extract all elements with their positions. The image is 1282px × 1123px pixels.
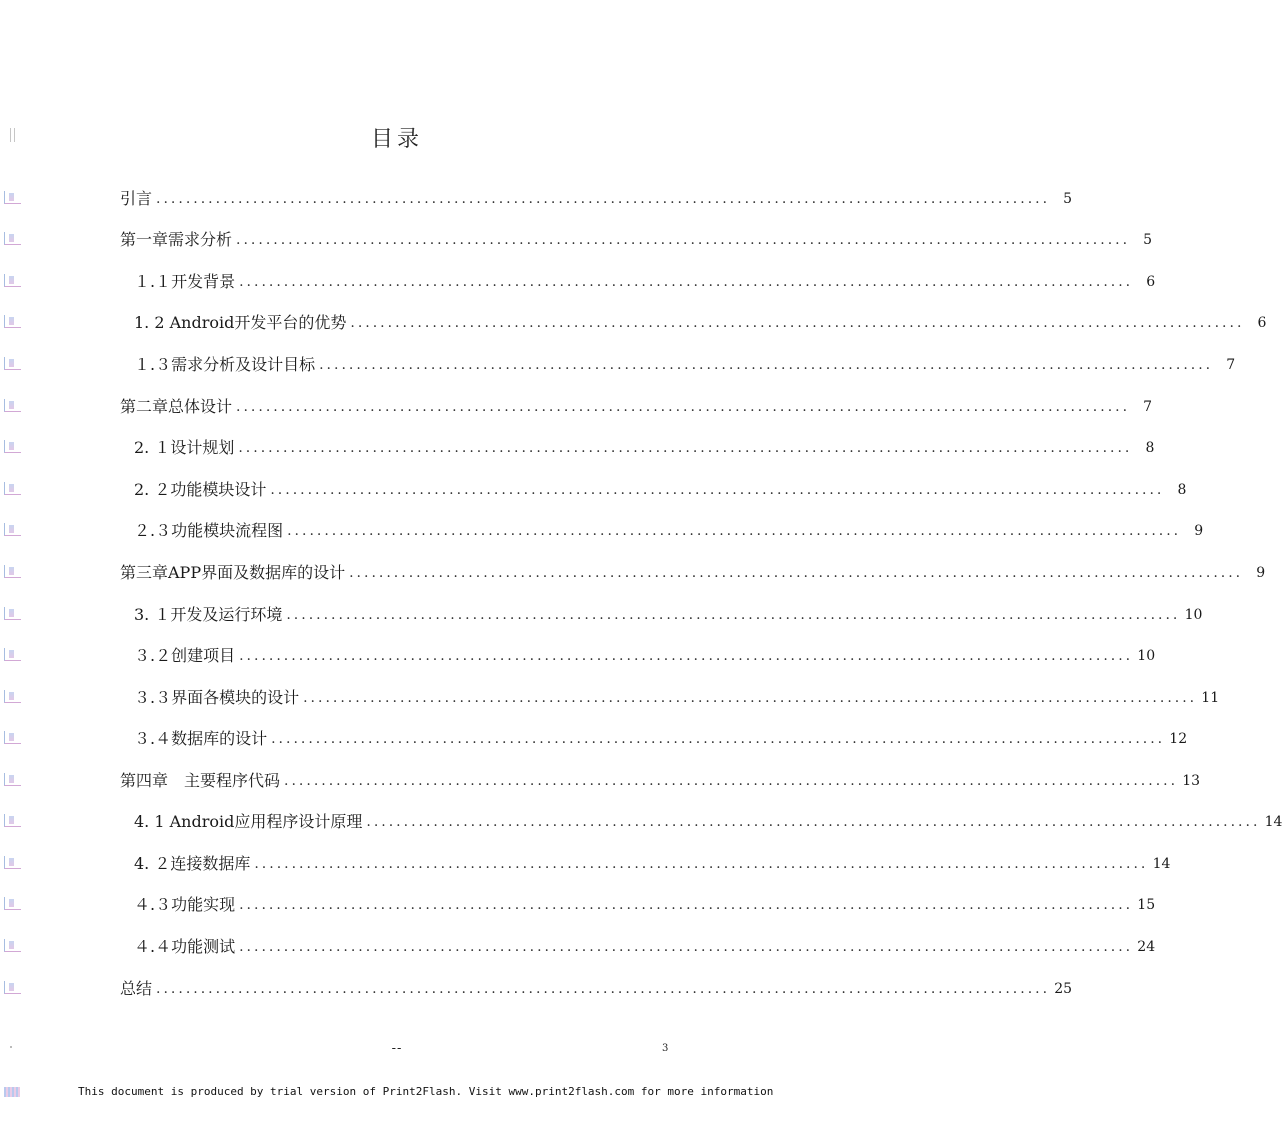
toc-entry-label: ３.３界面各模块的设计	[134, 688, 300, 707]
toc-leader-dots: ........................................................................................................................	[238, 440, 1133, 456]
toc-entry-page: 14	[1152, 856, 1171, 872]
margin-marker	[4, 814, 21, 827]
toc-entry-page: 8	[1145, 440, 1155, 456]
toc-entry-label: 1. 2 Android开发平台的优势	[134, 313, 347, 332]
toc-leader-dots: ........................................................................................................................	[270, 482, 1165, 498]
toc-entry[interactable]	[120, 517, 1204, 541]
toc-entry[interactable]	[120, 226, 1153, 250]
toc-entry[interactable]	[120, 891, 1156, 915]
margin-marker	[4, 981, 21, 994]
toc-entry[interactable]	[120, 185, 1073, 209]
toc-leader-dots: ........................................................................................................................	[254, 856, 1149, 872]
toc-leader-dots: ........................................................................................................................	[286, 607, 1181, 623]
toc-entry-page: 5	[1063, 191, 1073, 207]
margin-marker	[4, 565, 21, 578]
toc-entry[interactable]	[120, 601, 1203, 625]
toc-entry[interactable]	[120, 476, 1187, 500]
toc-leader-dots: ........................................................................................................................	[350, 315, 1245, 331]
toc-entry-label: 总结	[120, 979, 153, 998]
margin-marker	[4, 274, 21, 287]
toc-entry-page: 24	[1137, 939, 1156, 955]
toc-leader-dots: ........................................................................................................................	[284, 773, 1179, 789]
margin-marker	[4, 399, 21, 412]
margin-marker	[4, 357, 21, 370]
toc-entry-label: ３.４数据库的设计	[134, 729, 268, 748]
margin-marker	[4, 856, 21, 869]
toc-leader-dots: ........................................................................................................................	[287, 523, 1182, 539]
margin-marker	[4, 482, 21, 495]
margin-marker	[4, 648, 21, 661]
toc-leader-dots: ........................................................................................................................	[239, 274, 1134, 290]
toc-entry-label: ２.３功能模块流程图	[134, 521, 284, 540]
margin-marker	[4, 897, 21, 910]
toc-entry-label: 3. １开发及运行环境	[134, 605, 283, 624]
toc-leader-dots: ........................................................................................................................	[366, 814, 1261, 830]
toc-entry-page: 7	[1226, 357, 1236, 373]
toc-entry[interactable]	[120, 559, 1266, 583]
toc-entry-page: 6	[1257, 315, 1267, 331]
toc-entry-label: 2. １设计规划	[134, 438, 235, 457]
toc-entry-page: 9	[1194, 523, 1204, 539]
footer-center-text: --	[391, 1041, 403, 1056]
toc-entry-page: 6	[1146, 274, 1156, 290]
toc-entry[interactable]	[120, 933, 1156, 957]
margin-marker	[4, 191, 21, 204]
banner-marker	[4, 1087, 20, 1097]
page-title: 目录	[370, 127, 423, 152]
margin-marker	[4, 523, 21, 536]
toc-leader-dots: ........................................................................................................................	[239, 648, 1134, 664]
margin-marker	[4, 773, 21, 786]
toc-entry[interactable]	[120, 309, 1267, 333]
toc-entry-label: １.１开发背景	[134, 272, 236, 291]
toc-entry[interactable]	[120, 434, 1155, 458]
toc-entry-label: 第一章需求分析	[120, 230, 233, 249]
toc-entry-label: ４.３功能实现	[134, 895, 236, 914]
toc-leader-dots: ........................................................................................................................	[239, 939, 1134, 955]
toc-entry[interactable]	[120, 975, 1073, 999]
toc-entry[interactable]	[120, 393, 1153, 417]
toc-leader-dots: ........................................................................................................................	[239, 897, 1134, 913]
toc-entry-page: 5	[1143, 232, 1153, 248]
toc-entry-page: 10	[1137, 648, 1156, 664]
toc-entry-page: 9	[1256, 565, 1266, 581]
toc-leader-dots: ........................................................................................................................	[319, 357, 1214, 373]
toc-entry[interactable]	[120, 642, 1156, 666]
toc-leader-dots: ........................................................................................................................	[236, 232, 1131, 248]
toc-entry[interactable]	[120, 725, 1188, 749]
trial-banner: This document is produced by trial version of Print2Flash. Visit www.print2flash.com for more information	[78, 1085, 774, 1098]
toc-entry[interactable]	[120, 268, 1156, 292]
toc-entry-label: 第三章APP界面及数据库的设计	[120, 563, 346, 582]
toc-entry[interactable]	[120, 684, 1220, 708]
toc-entry-page: 25	[1054, 981, 1073, 997]
toc-entry-label: 引言	[120, 189, 153, 208]
toc-entry-page: 14	[1264, 814, 1282, 830]
toc-entry[interactable]	[120, 351, 1236, 375]
toc-entry-page: 7	[1143, 399, 1153, 415]
toc-entry-label: １.３需求分析及设计目标	[134, 355, 316, 374]
toc-leader-dots: ........................................................................................................................	[271, 731, 1166, 747]
toc-leader-dots: ........................................................................................................................	[156, 981, 1051, 997]
margin-marker	[4, 690, 21, 703]
toc-entry-page: 8	[1177, 482, 1187, 498]
toc-leader-dots: ........................................................................................................................	[236, 399, 1131, 415]
margin-marker	[4, 731, 21, 744]
toc-leader-dots: ........................................................................................................................	[303, 690, 1198, 706]
toc-entry-label: ４.４功能测试	[134, 937, 236, 956]
toc-entry-page: 15	[1137, 897, 1156, 913]
toc-entry[interactable]	[120, 850, 1171, 874]
margin-marker	[4, 607, 21, 620]
toc-entry-page: 11	[1201, 690, 1220, 706]
toc-entry-label: 4. 1 Android应用程序设计原理	[134, 812, 363, 831]
margin-marker	[4, 232, 21, 245]
toc-leader-dots: ........................................................................................................................	[349, 565, 1244, 581]
toc-entry-page: 13	[1182, 773, 1201, 789]
toc-leader-dots: ........................................................................................................................	[156, 191, 1051, 207]
margin-marker	[4, 440, 21, 453]
toc-entry-label: 第四章 主要程序代码	[120, 771, 281, 790]
toc-entry-label: 4. ２连接数据库	[134, 854, 251, 873]
footer-page-number: 3	[662, 1043, 669, 1054]
toc-entry[interactable]	[120, 767, 1201, 791]
toc-entry-label: 2. ２功能模块设计	[134, 480, 267, 499]
toc-entry-page: 10	[1184, 607, 1203, 623]
margin-marker	[4, 939, 21, 952]
margin-marker	[4, 315, 21, 328]
toc-entry-page: 12	[1169, 731, 1188, 747]
toc-entry-label: ３.２创建项目	[134, 646, 236, 665]
toc-entry-label: 第二章总体设计	[120, 397, 233, 416]
toc-entry[interactable]	[120, 808, 1282, 832]
